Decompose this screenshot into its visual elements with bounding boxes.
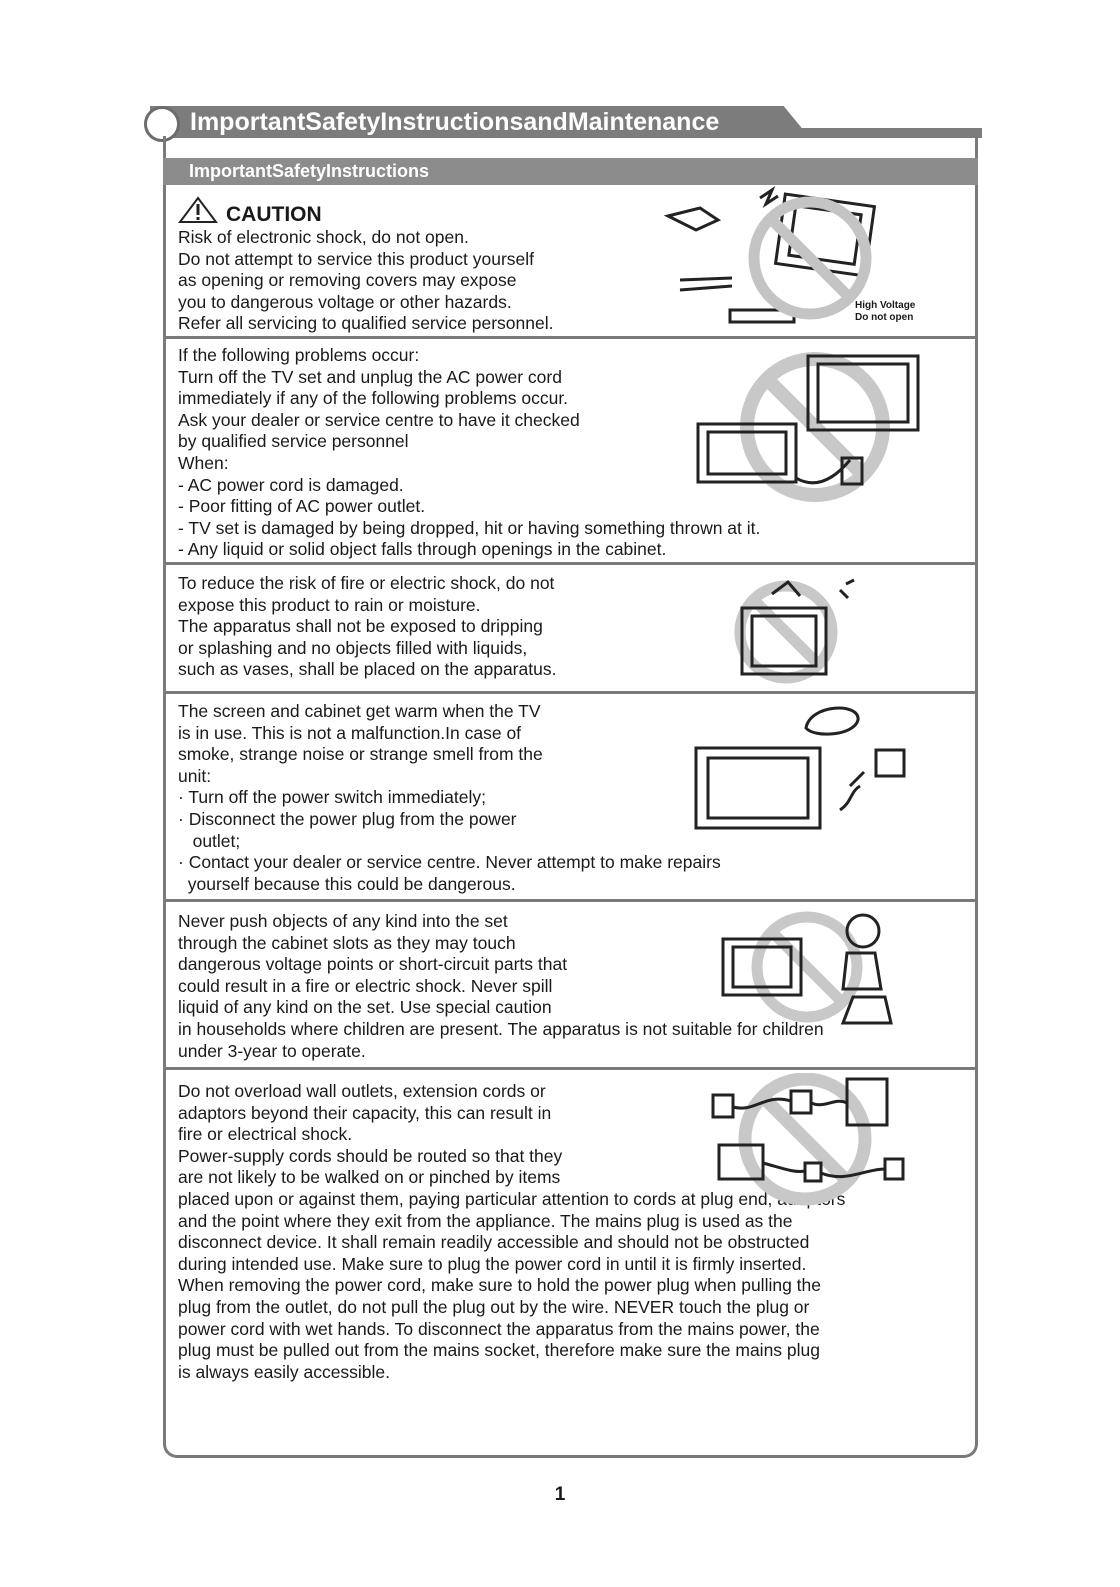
warm-screen-text: The screen and cabinet get warm when the TV is in use. This is not a malfunction.In case of smoke, strange noise or strange smell from the unit: · Turn off the power switch immediately; · Disconnect the power plug from the power outlet; · Contact your dealer or service centre. Never attempt to make repairs yourself because this could be dangerous. bbox=[178, 701, 721, 894]
section-divider bbox=[163, 336, 978, 339]
unplug-tv-icon bbox=[690, 698, 920, 838]
problems-text: If the following problems occur: Turn off the TV set and unplug the AC power cord immediately if any of the following problems occur. Ask your dealer or service centre to have it checked by qualified service personnel When: - AC power cord is damaged. - Poor fitting of AC power outlet. - TV set is damaged by being dropped, hit or having something thrown at it. - Any liquid or solid object falls through openings in the cabinet. bbox=[178, 345, 761, 560]
overloaded-outlet-prohibited-icon bbox=[705, 1073, 920, 1213]
section-divider bbox=[163, 1067, 978, 1070]
child-objects-prohibited-icon bbox=[715, 905, 895, 1030]
section-divider bbox=[163, 899, 978, 902]
objects-text: Never push objects of any kind into the set through the cabinet slots as they may touch dangerous voltage points or short-circuit parts that could result in a fire or electric shock. Never spill liquid of any kind on the set. Use special caution in households where children are present. The apparatus is not suitable for children under 3-year to operate. bbox=[178, 911, 824, 1061]
caution-label: CAUTION bbox=[226, 203, 322, 226]
page-title: ImportantSafetyInstructionsandMaintenance bbox=[190, 108, 720, 136]
section-subheader: ImportantSafetyInstructions bbox=[163, 158, 978, 185]
caution-text: Risk of electronic shock, do not open. Do not attempt to service this product yourself as opening or removing covers may expose you to dangerous voltage or other hazards. Refer all servicing to qualified service personnel. bbox=[178, 227, 554, 334]
damaged-tv-prohibited-icon bbox=[690, 342, 950, 512]
caution-heading bbox=[178, 196, 322, 230]
section-divider bbox=[163, 562, 978, 565]
overload-text: Do not overload wall outlets, extension cords or adaptors beyond their capacity, this can result in fire or electrical shock. Power-supply cords should be routed so that they are not likely to be walked on or pinched by items placed upon or against them, paying particular attention to cords at plug end, adaptors and the point where they exit from the appliance. The mains plug is used as the disconnect device. It shall remain readily accessible and should not be obstructed during intended use. Make sure to plug the power cord in until it is firmly inserted. When removing the power cord, make sure to hold the power plug when pulling the plug from the outlet, do not pull the plug out by the wire. NEVER touch the plug or power cord with wet hands. To disconnect the apparatus from the mains power, the plug must be pulled out from the mains socket, therefore make sure the mains plug is always easily accessible. bbox=[178, 1081, 846, 1382]
warning-triangle-icon bbox=[178, 196, 218, 230]
page-number: 1 bbox=[554, 1484, 566, 1505]
moisture-text: To reduce the risk of fire or electric shock, do not expose this product to rain or moisture. The apparatus shall not be exposed to dripping or splashing and no objects filled with liquids, such as vases, shall be placed on the apparatus. bbox=[178, 573, 557, 680]
high-voltage-label: High Voltage Do not open bbox=[855, 300, 916, 323]
wet-tv-prohibited-icon bbox=[728, 572, 868, 692]
